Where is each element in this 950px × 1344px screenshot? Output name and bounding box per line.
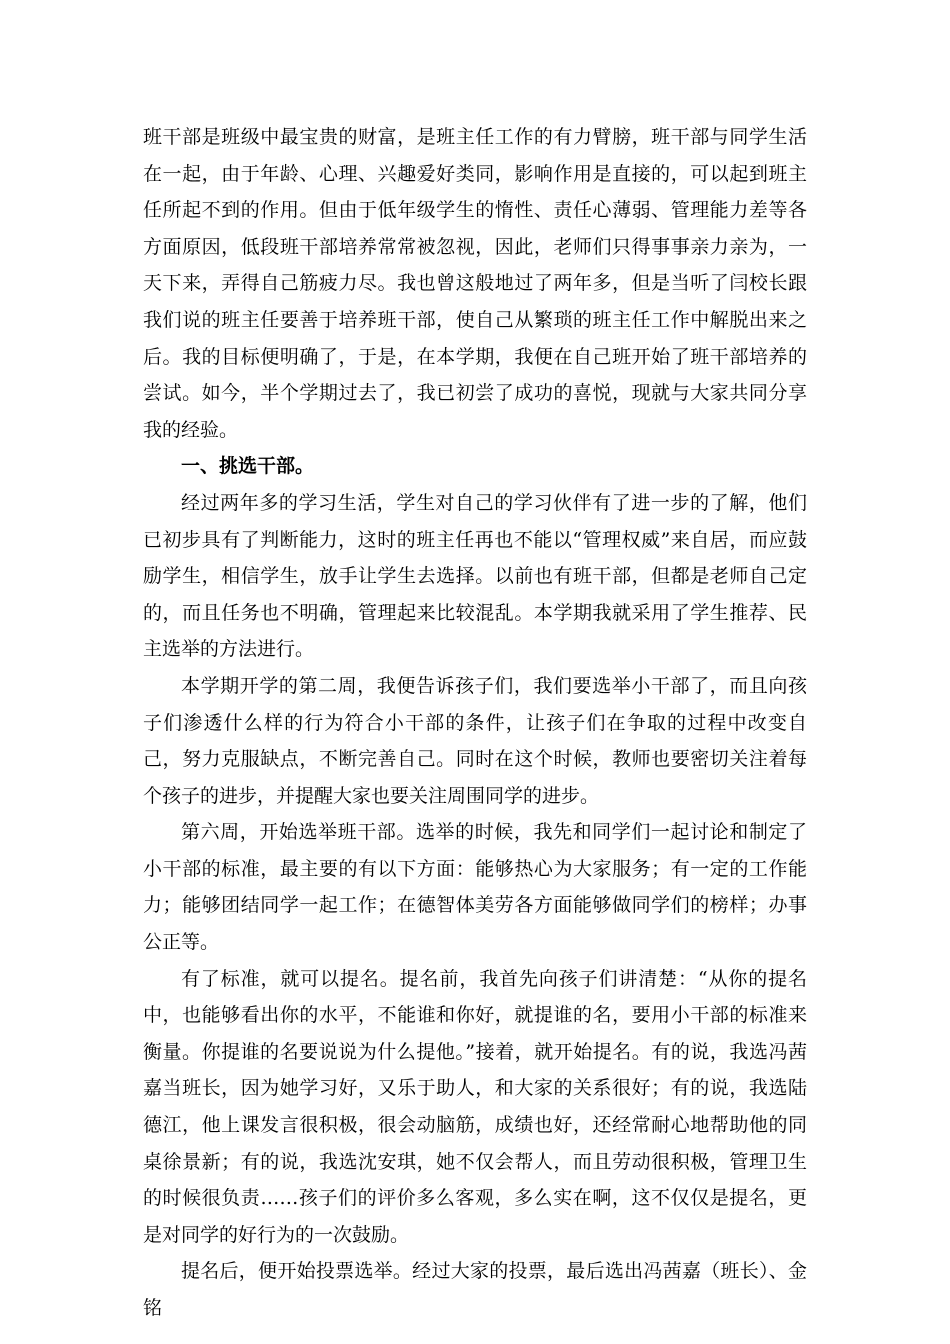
- section-heading: 一、挑选干部。: [181, 455, 315, 478]
- paragraph-week-two: 本学期开学的第二周，我便告诉孩子们，我们要选举小干部了，而且向孩子们渗透什么样的行为符合小干部的条件，让孩子们在争取的过程中改变自己，努力克服缺点，不断完善自己。同时在这个时候，教师也要密切关注着每个孩子的进步，并提醒大家也要关注周围同学的进步。: [143, 674, 807, 807]
- document-body: [143, 119, 807, 1327]
- paragraph-intro: 班干部是班级中最宝贵的财富，是班主任工作的有力臂膀，班干部与同学生活在一起，由于年龄、心理、兴趣爱好类同，影响作用是直接的，可以起到班主任所起不到的作用。但由于低年级学生的惰性、责任心薄弱、管理能力差等各方面原因，低段班干部培养常常被忽视，因此，老师们只得事事亲力亲为，一天下来，弄得自己筋疲力尽。我也曾这般地过了两年多，但是当听了闫校长跟我们说的班主任要善于培养班干部，使自己从繁琐的班主任工作中解脱出来之后。我的目标便明确了，于是，在本学期，我便在自己班开始了班干部培养的尝试。如今，半个学期过去了，我已初尝了成功的喜悦，现就与大家共同分享我的经验。: [143, 126, 807, 441]
- paragraph-nomination: 有了标准，就可以提名。提名前，我首先向孩子们讲清楚：“从你的提名中，也能够看出你的水平，不能谁和你好，就提谁的名，要用小干部的标准来衡量。你提谁的名要说说为什么提他。”接着，就开始提名。有的说，我选冯茜嘉当班长，因为她学习好，又乐于助人，和大家的关系很好；有的说，我选陆德江，他上课发言很积极，很会动脑筋，成绩也好，还经常耐心地帮助他的同桌徐景新；有的说，我选沈安琪，她不仅会帮人，而且劳动很积极，管理卫生的时候很负责……孩子们的评价多么客观，多么实在啊，这不仅仅是提名，更是对同学的好行为的一次鼓励。: [143, 967, 807, 1246]
- paragraph-voting: 提名后，便开始投票选举。经过大家的投票，最后选出冯茜嘉（班长）、金铭: [143, 1260, 807, 1319]
- paragraph-week-six: 第六周，开始选举班干部。选举的时候，我先和同学们一起讨论和制定了小干部的标准，最主要的有以下方面：能够热心为大家服务；有一定的工作能力；能够团结同学一起工作；在德智体美劳各方面能够做同学们的榜样；办事公正等。: [143, 821, 807, 954]
- paragraph-background: 经过两年多的学习生活，学生对自己的学习伙伴有了进一步的了解，他们已初步具有了判断能力，这时的班主任再也不能以“管理权威”来自居，而应鼓励学生，相信学生，放手让学生去选择。以前也有班干部，但都是老师自己定的，而且任务也不明确，管理起来比较混乱。本学期我就采用了学生推荐、民主选举的方法进行。: [143, 491, 807, 661]
